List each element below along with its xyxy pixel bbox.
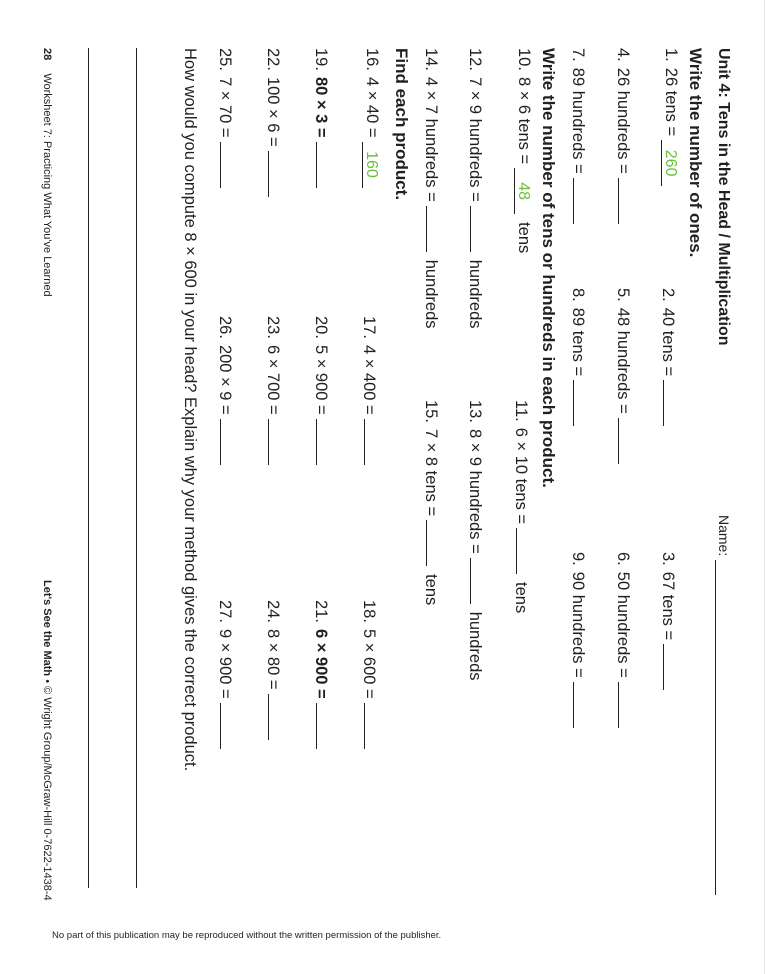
item-number: 2. [659,288,677,302]
answer-blank[interactable] [220,142,237,188]
item-number: 19. [312,48,330,71]
answer-blank[interactable] [663,380,680,426]
unit-label: tens [512,582,530,614]
answer-blank[interactable] [268,151,285,197]
item-expression: 7 × 9 hundreds = [466,76,484,202]
item-expression: 90 hundreds = [569,571,587,678]
answer-blank[interactable] [220,703,237,749]
answer-blank[interactable] [470,206,487,252]
answer-blank[interactable] [573,682,590,728]
unit-label: tens [515,222,533,254]
item-15 [421,400,443,605]
item-number: 26. [216,316,234,339]
item-2 [658,288,680,430]
section-tens-hundreds: Write the number of tens or hundreds in each product. [539,48,558,488]
item-number: 8. [569,288,587,302]
item-expression: 7 × 8 tens = [422,428,440,517]
name-input-line[interactable] [715,560,716,895]
item-expression: 50 hundreds = [614,571,632,678]
footer-left [41,48,53,297]
item-number: 14. [422,48,440,71]
item-number: 12. [466,48,484,71]
item-expression: 100 × 6 = [264,76,282,147]
item-expression: 8 × 9 hundreds = [466,428,484,554]
item-17 [359,316,381,469]
item-number: 21. [312,600,330,623]
item-expression: 89 tens = [569,307,587,377]
item-16 [362,48,381,192]
unit-label: tens [422,574,440,606]
answer-blank[interactable] [426,206,443,252]
item-9 [568,552,590,732]
item-number: 10. [515,48,533,71]
item-3 [658,552,680,694]
item-expression: 4 × 40 = [363,76,381,138]
item-expression: 4 × 400 = [360,344,378,415]
item-number: 24. [264,600,282,623]
item-number: 27. [216,600,234,623]
publisher-info: • © Wright Group/McGraw-Hill 0-7622-1438-4 [41,679,53,901]
answer-blank[interactable] [573,178,590,224]
open-question [180,48,199,771]
item-14 [421,48,443,329]
unit-title: Unit 4: Tens in the Head / Multiplication [715,48,732,346]
answer-blank[interactable] [470,558,487,604]
item-expression: 7 × 70 = [216,76,234,138]
item-8 [568,288,590,430]
footer-right [41,580,53,901]
item-number: 5. [614,288,632,302]
item-expression: 6 × 900 = [312,628,330,699]
answer-blank[interactable] [316,142,333,188]
item-number: 9. [569,552,587,566]
item-26 [215,316,237,469]
question-text: How would you compute 8 × 600 in your head? Explain why your method gives the correct product. [181,48,199,772]
item-12 [465,48,487,329]
item-expression: 48 hundreds = [614,307,632,414]
item-5 [613,288,635,468]
section-write-ones: Write the number of ones. [686,48,705,258]
unit-label: hundreds [466,611,484,681]
answer-blank[interactable]: 48 [514,168,531,214]
item-10 [514,48,533,253]
item-number: 18. [360,600,378,623]
item-4 [613,48,635,228]
item-23 [263,316,285,469]
item-expression: 26 hundreds = [614,67,632,174]
item-expression: 80 × 3 = [312,76,330,138]
answer-blank[interactable] [516,528,533,574]
item-number: 4. [614,48,632,62]
item-number: 20. [312,316,330,339]
item-21 [311,600,333,753]
item-expression: 5 × 600 = [360,628,378,699]
item-number: 1. [662,48,680,62]
answer-blank[interactable] [268,694,285,740]
item-number: 23. [264,316,282,339]
item-13 [465,400,487,681]
item-number: 15. [422,400,440,423]
item-11 [511,400,533,613]
answer-blank[interactable] [426,520,443,566]
answer-blank[interactable] [316,419,333,465]
answer-blank[interactable]: 160 [362,142,379,188]
answer-blank[interactable] [618,178,635,224]
item-expression: 9 × 900 = [216,628,234,699]
item-expression: 26 tens = [662,67,680,137]
item-number: 13. [466,400,484,423]
answer-blank[interactable] [220,419,237,465]
answer-blank[interactable] [618,418,635,464]
item-expression: 6 × 700 = [264,344,282,415]
item-number: 25. [216,48,234,71]
item-number: 11. [512,400,530,422]
item-expression: 4 × 7 hundreds = [422,76,440,202]
answer-blank[interactable] [268,419,285,465]
answer-blank[interactable] [364,703,381,749]
item-number: 16. [363,48,381,71]
series-name: Let's See the Math [41,580,53,677]
answer-blank[interactable] [364,419,381,465]
answer-line-1[interactable] [136,48,137,888]
item-18 [359,600,381,753]
item-expression: 6 × 10 tens = [512,427,530,525]
item-20 [311,316,333,469]
item-expression: 67 tens = [659,571,677,641]
unit-label: hundreds [466,259,484,329]
name-label: Name: [716,515,732,557]
copyright-notice: No part of this publication may be reproduced without the written permission of the publisher. [52,930,442,941]
item-number: 22. [264,48,282,71]
item-expression: 200 × 9 = [216,344,234,415]
item-25 [215,48,237,192]
item-number: 17. [360,316,378,339]
answer-blank[interactable] [316,703,333,749]
item-expression: 8 × 6 tens = [515,76,533,165]
answer-blank[interactable]: 260 [661,140,678,186]
page-number: 28 [41,48,53,61]
section-find-product: Find each product. [392,48,411,201]
item-1 [661,48,680,190]
answer-blank[interactable] [573,380,590,426]
unit-label: hundreds [422,259,440,329]
answer-blank[interactable] [618,682,635,728]
item-expression: 89 hundreds = [569,67,587,174]
item-number: 7. [569,48,587,62]
item-number: 6. [614,552,632,566]
item-number: 3. [659,552,677,566]
item-27 [215,600,237,753]
item-19 [311,48,333,192]
answer-blank[interactable] [663,644,680,690]
item-24 [263,600,285,744]
item-22 [263,48,285,201]
answer-line-2[interactable] [88,48,89,888]
worksheet-title: Worksheet 7: Practicing What You've Learned [41,73,53,297]
item-6 [613,552,635,732]
item-expression: 8 × 80 = [264,628,282,690]
item-expression: 40 tens = [659,307,677,377]
item-expression: 5 × 900 = [312,344,330,415]
item-7 [568,48,590,228]
